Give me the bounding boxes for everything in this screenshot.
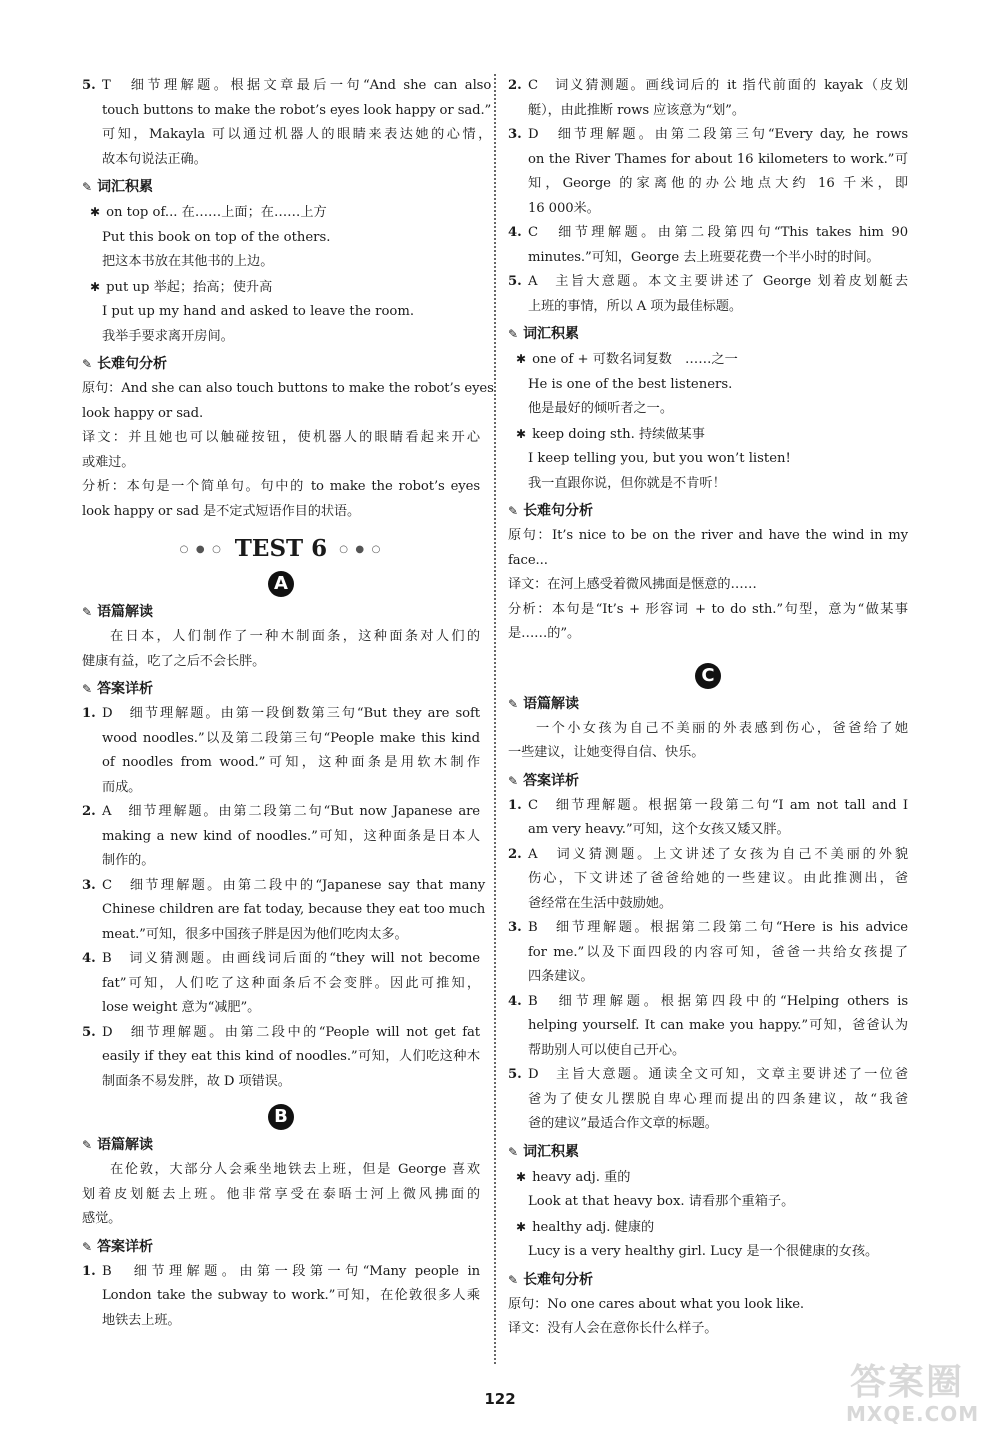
item-text: touch buttons to make the robot’s eyes look happy or sad.” bbox=[102, 102, 492, 118]
vocab-heading: ✎ 词汇积累 bbox=[508, 326, 580, 342]
analysis-line: 译文：在河上感受着微风拂面是惬意的…… bbox=[508, 577, 757, 592]
item-text: T 细节理解题。根据文章最后一句“And she can also bbox=[102, 78, 492, 93]
item-text: wood noodles.”以及第二段第三句“People make this kind bbox=[102, 730, 480, 746]
vocab-term: ✱ keep doing sth. 持续做某事 bbox=[516, 426, 705, 442]
pencil-icon: ✎ bbox=[508, 504, 519, 518]
right-column bbox=[508, 74, 908, 1342]
passage-summary: 在伦敦，大部分人会乘坐地铁去上班，但是 George 喜欢 bbox=[110, 1162, 480, 1177]
item-text: 可知，Makayla 可以通过机器人的眼睛来表达她的心情， bbox=[102, 127, 492, 142]
analysis-line: 原句：It’s nice to be on the river and have the wind in my bbox=[508, 528, 908, 543]
vocab-example-zh: 把这本书放在其他书的上边。 bbox=[102, 254, 274, 269]
part-c-badge: C bbox=[695, 663, 721, 689]
analysis-line: 译文：没有人会在意你长什么样子。 bbox=[508, 1321, 718, 1336]
item-text: 爸的建议”最适合作文章的标题。 bbox=[528, 1116, 718, 1131]
star-bullet-icon: ✱ bbox=[516, 1169, 527, 1184]
passage-heading: ✎ 语篇解读 bbox=[82, 604, 154, 620]
vocab-heading: ✎ 词汇积累 bbox=[82, 179, 154, 195]
page-number: 122 bbox=[484, 1390, 516, 1408]
item-number: 4. bbox=[82, 951, 96, 966]
passage-summary: 划着皮划艇去上班。他非常享受在泰晤士河上微风拂面的 bbox=[82, 1186, 480, 1202]
analysis-line: face... bbox=[508, 552, 548, 568]
item-text: 制面条不易发胖，故 D 项错误。 bbox=[102, 1073, 291, 1089]
star-bullet-icon: ✱ bbox=[516, 352, 527, 366]
analysis-line: 分析：本句是“It’s + 形容词 + to do sth.”句型，意为“做某事 bbox=[508, 601, 908, 617]
item-text: D 细节理解题。由第一段倒数第三句“But they are soft bbox=[102, 706, 480, 721]
pencil-icon: ✎ bbox=[82, 605, 93, 619]
answer-item bbox=[508, 990, 908, 1064]
item-text: Chinese children are fat today, because they eat too much bbox=[102, 902, 486, 917]
answer-item bbox=[82, 947, 480, 1021]
item-text: C 词义猜测题。画线词后的 it 指代前面的 kayak（皮划 bbox=[528, 78, 908, 93]
analysis-line: 或难过。 bbox=[82, 454, 135, 470]
analysis-line: look happy or sad. bbox=[82, 405, 204, 421]
item-text: D 细节理解题。由第二段中的“People will not get fat bbox=[102, 1024, 480, 1040]
pencil-icon: ✎ bbox=[82, 357, 93, 371]
item-number: 5. bbox=[82, 1024, 96, 1040]
item-number: 4. bbox=[508, 225, 522, 240]
watermark-logo: 答案圈 MXQE.COM bbox=[846, 1362, 980, 1426]
analysis-line: 原句：No one cares about what you look like. bbox=[508, 1296, 805, 1312]
analysis-line: 译文：并且她也可以触碰按钮，使机器人的眼睛看起来开心 bbox=[82, 430, 480, 445]
long-sentence-heading: ✎ 长难句分析 bbox=[82, 356, 168, 372]
star-bullet-icon: ✱ bbox=[90, 205, 101, 219]
vocab-example-en: He is one of the best listeners. bbox=[528, 376, 733, 392]
vocab-term: ✱ on top of... 在……上面；在……上方 bbox=[90, 205, 327, 220]
item-text: 16 000米。 bbox=[528, 200, 600, 216]
item-text: fat”可知，人们吃了这种面条后不会变胖。因此可推知， bbox=[102, 975, 480, 991]
analysis-line: 是……的”。 bbox=[508, 626, 581, 641]
answer-item bbox=[508, 843, 908, 917]
item-number: 4. bbox=[508, 993, 522, 1009]
item-text: 地铁去上班。 bbox=[102, 1312, 181, 1328]
item-text: on the River Thames for about 16 kilometers to work.”可 bbox=[528, 151, 908, 167]
item-text: A 细节理解题。由第二段第二句“But now Japanese are bbox=[102, 804, 480, 819]
item-text: 四条建议。 bbox=[528, 969, 594, 984]
passage-summary: 一个小女孩为自己不美丽的外表感到伤心，爸爸给了她 bbox=[536, 720, 908, 736]
answer-item bbox=[508, 794, 908, 843]
item-text: 艇），由此推断 rows 应该意为“划”。 bbox=[528, 102, 745, 118]
passage-summary: 一些建议，让她变得自信、快乐。 bbox=[508, 745, 705, 760]
item-text: D 细节理解题。由第二段第三句“Every day, he rows bbox=[528, 127, 908, 142]
vocab-term: ✱ healthy adj. 健康的 bbox=[516, 1219, 655, 1235]
item-text: 知，George 的家离他的办公地点大约 16 千米，即 bbox=[528, 176, 908, 191]
item-text: 爸为了使女儿摆脱自卑心理而提出的四条建议，故“我爸 bbox=[528, 1091, 908, 1107]
pencil-icon: ✎ bbox=[508, 1144, 519, 1159]
long-sentence-heading: ✎ 长难句分析 bbox=[508, 1271, 594, 1288]
item-text: B 细节理解题。根据第四段中的“Helping others is bbox=[528, 993, 908, 1009]
item-text: of noodles from wood.”可知，这种面条是用软木制作 bbox=[102, 755, 480, 770]
item-text: C 细节理解题。根据第一段第二句“I am not tall and I bbox=[528, 797, 908, 813]
vocab-example-zh: 他是最好的倾听者之一。 bbox=[528, 401, 674, 416]
vocab-example: Look at that heavy box. 请看那个重箱子。 bbox=[528, 1194, 795, 1209]
analysis-line: 分析：本句是一个简单句。句中的 to make the robot’s eyes bbox=[82, 479, 480, 494]
item-number: 5. bbox=[508, 274, 522, 289]
vocab-example-zh: 我举手要求离开房间。 bbox=[102, 328, 234, 344]
answer-item bbox=[508, 221, 908, 270]
answers-heading: ✎ 答案详析 bbox=[82, 681, 154, 697]
item-text: C 细节理解题。由第二段中的“Japanese say that many bbox=[102, 877, 486, 893]
item-text: 上班的事情，所以 A 项为最佳标题。 bbox=[528, 298, 742, 314]
pencil-icon: ✎ bbox=[508, 696, 519, 711]
answer-item bbox=[82, 800, 480, 874]
item-text: 爸经常在生活中鼓励她。 bbox=[528, 895, 672, 911]
pencil-icon: ✎ bbox=[508, 773, 519, 788]
item-text: London take the subway to work.”可知，在伦敦很多人乘 bbox=[102, 1288, 480, 1303]
vocab-term: ✱ put up 举起；抬高；使升高 bbox=[90, 279, 273, 295]
vocab-term: ✱ one of + 可数名词复数 ……之一 bbox=[516, 352, 738, 367]
passage-heading: ✎ 语篇解读 bbox=[508, 695, 580, 712]
pencil-icon: ✎ bbox=[82, 180, 93, 194]
pencil-icon: ✎ bbox=[82, 1239, 93, 1254]
vocab-term: ✱ heavy adj. 重的 bbox=[516, 1169, 631, 1185]
item-number: 1. bbox=[82, 706, 96, 721]
item-text: 帮助别人可以使自己开心。 bbox=[528, 1042, 686, 1058]
part-a-badge: A bbox=[268, 571, 294, 597]
pencil-icon: ✎ bbox=[508, 327, 519, 341]
item-text: for me.”以及下面四段的内容可知，爸爸一共给女孩提了 bbox=[528, 944, 908, 960]
item-text: am very heavy.”可知，这个女孩又矮又胖。 bbox=[528, 822, 790, 837]
answers-heading: ✎ 答案详析 bbox=[508, 772, 580, 789]
pencil-icon: ✎ bbox=[82, 1138, 93, 1152]
item-number: 3. bbox=[508, 920, 522, 935]
passage-heading: ✎ 语篇解读 bbox=[82, 1137, 154, 1153]
item-text: making a new kind of noodles.”可知，这种面条是日本人 bbox=[102, 828, 480, 844]
item-text: 故本句说法正确。 bbox=[102, 151, 207, 167]
passage-summary: 在日本，人们制作了一种木制面条，这种面条对人们的 bbox=[110, 629, 480, 644]
left-column bbox=[82, 74, 494, 1333]
vocab-example-zh: 我一直跟你说，但你就是不肯听！ bbox=[528, 475, 726, 491]
test-title: ○ ● ○ TEST 6 ○ ● ○ bbox=[179, 535, 383, 562]
answer-item bbox=[508, 123, 908, 221]
item-number: 2. bbox=[508, 846, 522, 862]
item-text: easily if they eat this kind of noodles.”可知，人们吃这种木 bbox=[102, 1049, 480, 1064]
analysis-line: look happy or sad 是不定式短语作目的状语。 bbox=[82, 503, 361, 519]
part-b-badge: B bbox=[268, 1104, 294, 1130]
vocab-example: Lucy is a very healthy girl. Lucy 是一个很健康的女孩。 bbox=[528, 1244, 879, 1259]
answer-item bbox=[508, 916, 908, 990]
answer-item bbox=[82, 702, 480, 800]
answer-item bbox=[508, 270, 908, 319]
item-number: 1. bbox=[82, 1263, 96, 1279]
answer-item bbox=[508, 74, 908, 123]
item-text: B 细节理解题。由第一段第一句“Many people in bbox=[102, 1263, 480, 1279]
item-text: 而成。 bbox=[102, 779, 142, 795]
star-bullet-icon: ✱ bbox=[516, 426, 527, 441]
item-text: C 细节理解题。由第二段第四句“This takes him 90 bbox=[528, 225, 908, 240]
item-number: 3. bbox=[508, 127, 522, 142]
answer-item bbox=[82, 1260, 480, 1334]
item-text: B 词义猜测题。由画线词后面的“they will not become bbox=[102, 951, 480, 966]
pencil-icon: ✎ bbox=[82, 682, 93, 696]
item-text: B 细节理解题。根据第二段第二句“Here is his advice bbox=[528, 920, 908, 935]
answer-item bbox=[82, 874, 486, 948]
item-text: A 主旨大意题。本文主要讲述了 George 划着皮划艇去 bbox=[528, 274, 908, 289]
item-text: D 主旨大意题。通读全文可知，文章主要讲述了一位爸 bbox=[528, 1067, 908, 1082]
pencil-icon: ✎ bbox=[508, 1272, 519, 1287]
item-number: 5. bbox=[508, 1067, 522, 1082]
passage-summary: 感觉。 bbox=[82, 1211, 122, 1226]
vocab-example-en: I keep telling you, but you won’t listen! bbox=[528, 451, 791, 466]
star-bullet-icon: ✱ bbox=[90, 279, 101, 294]
item-text: meat.”可知，很多中国孩子胖是因为他们吃肉太多。 bbox=[102, 926, 408, 942]
item-text: 制作的。 bbox=[102, 853, 155, 868]
vocab-heading: ✎ 词汇积累 bbox=[508, 1143, 580, 1160]
item-number: 3. bbox=[82, 877, 96, 893]
item-text: 伤心，下文讲述了爸爸给她的一些建议。由此推测出，爸 bbox=[528, 871, 908, 886]
answer-item bbox=[508, 1063, 908, 1137]
item-text: minutes.”可知，George 去上班要花费一个半小时的时间。 bbox=[528, 249, 880, 265]
item-number: 5. bbox=[82, 78, 96, 93]
answer-item bbox=[82, 74, 492, 172]
vocab-example-en: I put up my hand and asked to leave the room. bbox=[102, 304, 415, 319]
item-number: 2. bbox=[82, 804, 96, 819]
item-number: 1. bbox=[508, 797, 522, 813]
answers-heading: ✎ 答案详析 bbox=[82, 1238, 154, 1255]
long-sentence-heading: ✎ 长难句分析 bbox=[508, 503, 594, 519]
star-bullet-icon: ✱ bbox=[516, 1219, 527, 1234]
item-number: 2. bbox=[508, 78, 522, 93]
column-divider bbox=[494, 74, 496, 1364]
analysis-line: 原句：And she can also touch buttons to make the robot’s eyes bbox=[82, 381, 494, 396]
vocab-example-en: Put this book on top of the others. bbox=[102, 229, 331, 245]
item-text: A 词义猜测题。上文讲述了女孩为自己不美丽的外貌 bbox=[528, 846, 908, 862]
passage-summary: 健康有益，吃了之后不会长胖。 bbox=[82, 653, 266, 669]
item-text: lose weight 意为“减肥”。 bbox=[102, 1000, 261, 1015]
answer-item bbox=[82, 1021, 480, 1095]
item-text: helping yourself. It can make you happy.”可知，爸爸认为 bbox=[528, 1018, 908, 1033]
